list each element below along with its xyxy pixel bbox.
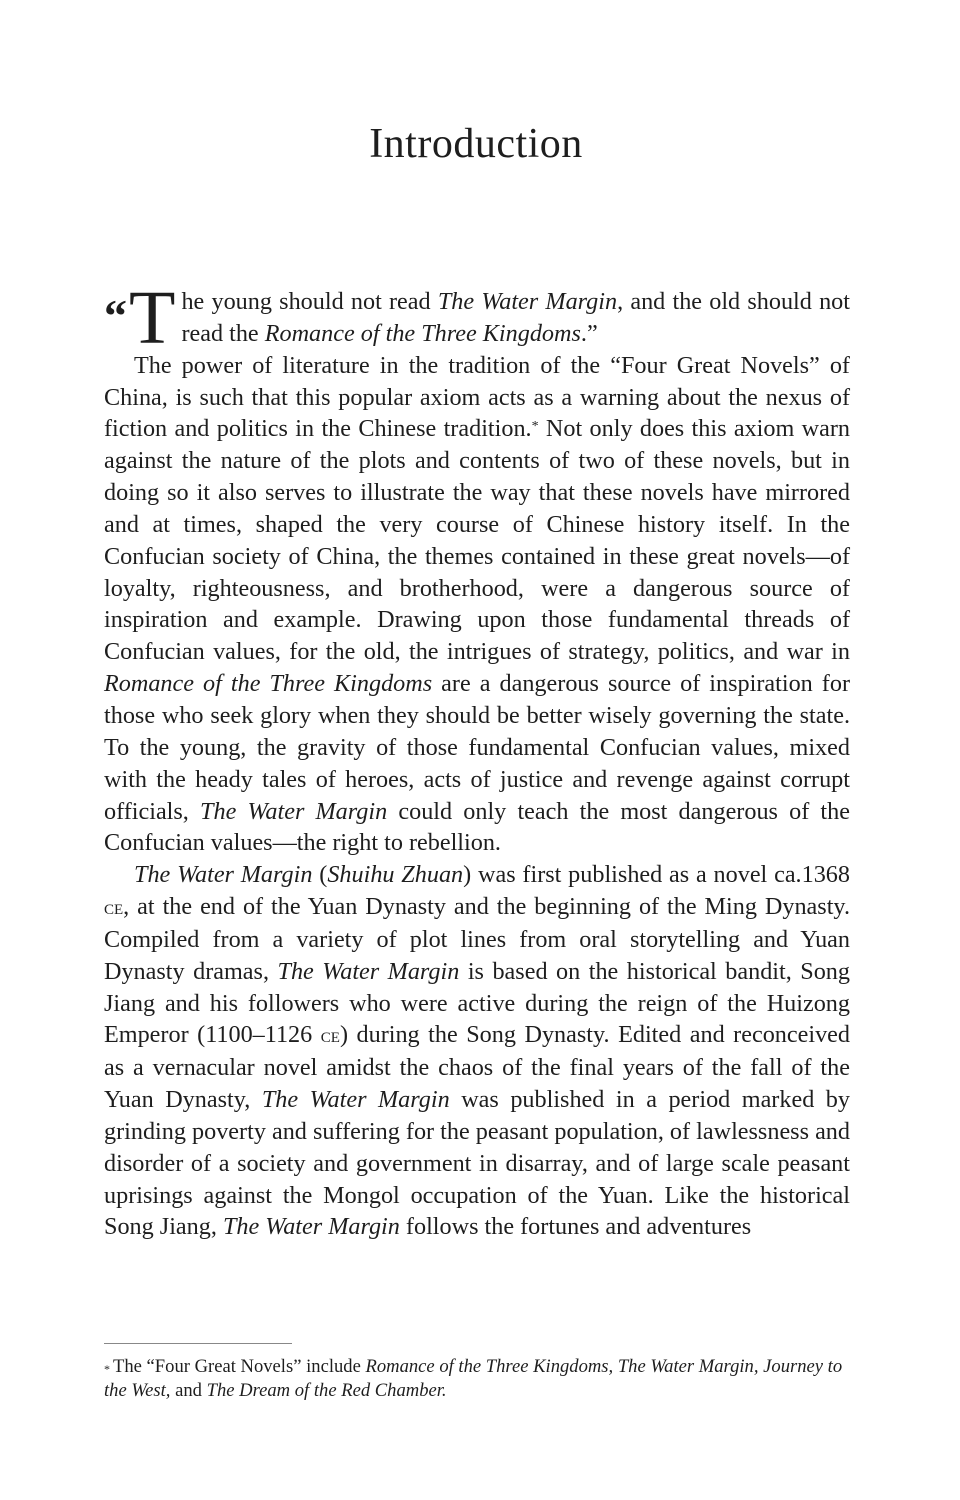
italic-text: The Water Margin — [437, 288, 618, 315]
drop-cap — [104, 276, 176, 360]
italic-text: The Water Margin — [200, 797, 388, 825]
drop-cap-quote: “ — [104, 290, 127, 341]
text-run: follows the fortunes and adventures — [399, 1213, 752, 1241]
drop-cap-letter: T — [129, 276, 176, 360]
paragraph-1 — [104, 276, 850, 360]
body-text — [104, 276, 851, 1243]
italic-text: Romance of the Three Kingdoms — [104, 670, 433, 698]
text-run: .” — [580, 319, 598, 347]
italic-text: The Water Margin — [277, 957, 460, 985]
text-run: Not only does this axiom warn against the nature of the plots and contents of two of these novels, but in doing so it also serves to illustrate the way that these novels have mirrored and at times, shaped the very course of Chinese history itself. In the Confucian society of China, the themes contained in these great novels—of loyalty, righteousness, and brotherhood, were a dangerous source of inspiration and example. Drawing upon those fundamental threads of Confucian values, for the old, the intrigues of strategy, politics, and war in — [104, 415, 850, 666]
chapter-title: Introduction — [369, 121, 583, 167]
italic-text: Romance of the Three Kingdoms, The Water Margin, Journey to the West, — [104, 1356, 843, 1401]
text-run: , at the end of the Yuan Dynasty and the beginning of the Ming Dynasty. Compiled from a variety of plot lines from oral storytelling and Yuan Dynasty dramas, — [104, 893, 850, 985]
paragraph-3 — [104, 859, 850, 1243]
footnote — [104, 1355, 856, 1403]
text-run: could only teach the most dangerous of the Confucian values—the right to rebellion. — [104, 797, 850, 857]
italic-text: Shuihu Zhuan — [327, 861, 464, 889]
text-run: he young should not read — [181, 288, 438, 315]
italic-text: The Water Margin — [134, 861, 313, 889]
text-run: was published in a period marked by grinding poverty and suffering for the peasant population, of lawlessness and disorder of a society and government in disarray, and of large scale peasant uprisings against the Mongol occupation of the Yuan. Like the historical Song Jiang, — [104, 1086, 850, 1241]
paragraph-1-text — [181, 288, 850, 347]
text-run: is based on the historical bandit, Song Jiang and his followers who were active during the reign of the Huizong Emperor (1100–1126 — [104, 957, 850, 1049]
text-run: and — [170, 1380, 207, 1401]
era-abbreviation: ce — [320, 1023, 340, 1048]
text-run: ( — [312, 861, 328, 889]
text-run: The “Four Great Novels” include — [113, 1356, 366, 1377]
italic-text: The Water Margin — [222, 1213, 400, 1241]
text-run: are a dangerous source of inspiration for those who seek glory when they should be better wisely governing the state. To the young, the gravity of those fundamental Confucian values, mixed with the heady tales of heroes, acts of justice and revenge against corrupt officials, — [104, 670, 850, 825]
footnote-divider — [104, 1343, 292, 1344]
text-run: The power of literature in the tradition of the “Four Great Novels” of China, is such that this popular axiom acts as a warning about the nexus of fiction and politics in the Chinese tradition. — [104, 351, 850, 443]
text-run: ) during the Song Dynasty. Edited and reconceived as a vernacular novel amidst the chaos of the final years of the fall of the Yuan Dynasty, — [104, 1021, 851, 1114]
footnote-mark: * — [104, 1362, 110, 1376]
italic-text: The Dream of the Red Chamber. — [206, 1380, 447, 1401]
italic-text: Romance of the Three Kingdoms — [264, 319, 581, 347]
era-abbreviation: ce — [104, 895, 124, 920]
text-run: , and the old should not read the — [181, 288, 850, 347]
paragraph-2 — [104, 350, 850, 860]
footnote-reference: * — [531, 419, 539, 435]
footnote-text — [104, 1356, 842, 1401]
italic-text: The Water Margin — [261, 1086, 450, 1114]
text-run: ) was first published as a novel ca.1368 — [463, 861, 850, 889]
